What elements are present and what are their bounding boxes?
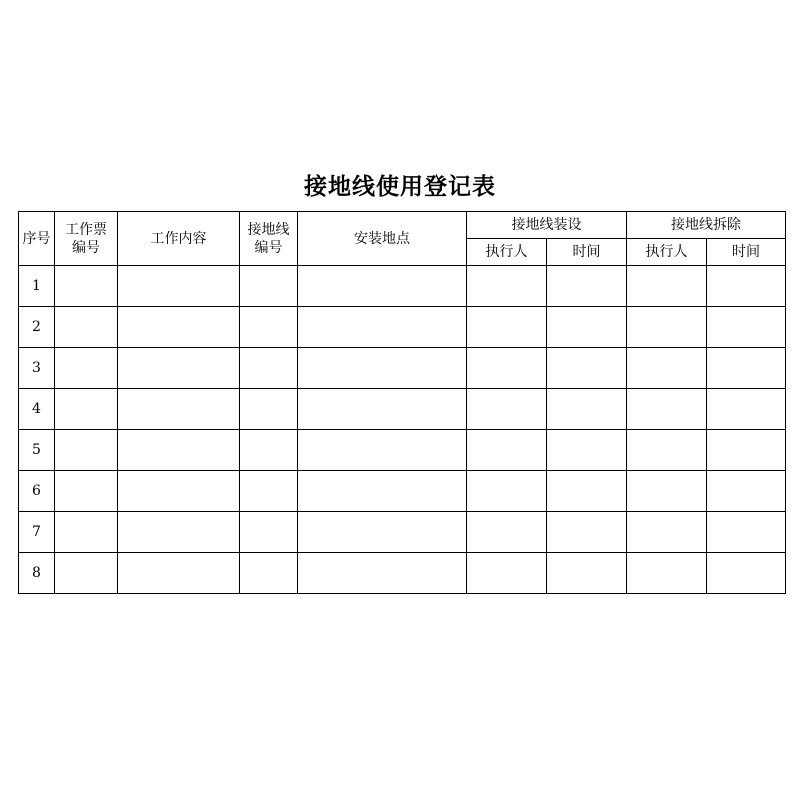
install-location-cell[interactable]: [298, 307, 467, 348]
work-content-cell[interactable]: [118, 471, 240, 512]
ticket-number-cell[interactable]: [55, 389, 118, 430]
install-location-cell[interactable]: [298, 389, 467, 430]
work-content-cell[interactable]: [118, 553, 240, 594]
ticket-number-cell[interactable]: [55, 471, 118, 512]
install-location-cell[interactable]: [298, 430, 467, 471]
ticket-number-cell[interactable]: [55, 512, 118, 553]
install-executor-cell[interactable]: [467, 430, 547, 471]
header-wire-line2: 编号: [254, 239, 283, 256]
remove-time-cell[interactable]: [707, 348, 786, 389]
header-wire-number: [240, 212, 298, 266]
install-time-cell[interactable]: [547, 512, 627, 553]
wire-number-cell[interactable]: [240, 389, 298, 430]
row-index: 1: [19, 266, 55, 307]
remove-time-cell[interactable]: [707, 266, 786, 307]
table-row: [19, 348, 786, 389]
work-content-cell[interactable]: [118, 348, 240, 389]
remove-executor-cell[interactable]: [627, 307, 707, 348]
install-time-cell[interactable]: [547, 348, 627, 389]
work-content-cell[interactable]: [118, 430, 240, 471]
remove-executor-cell[interactable]: [627, 266, 707, 307]
remove-time-cell[interactable]: [707, 307, 786, 348]
work-content-cell[interactable]: [118, 266, 240, 307]
wire-number-cell[interactable]: [240, 430, 298, 471]
wire-number-cell[interactable]: [240, 266, 298, 307]
header-ticket-line2: 编号: [72, 239, 100, 256]
header-seq: 序号: [19, 212, 55, 266]
row-index: 4: [19, 389, 55, 430]
install-time-cell[interactable]: [547, 307, 627, 348]
install-executor-cell[interactable]: [467, 553, 547, 594]
work-content-cell[interactable]: [118, 512, 240, 553]
header-install-time: 时间: [547, 239, 627, 266]
row-index: 2: [19, 307, 55, 348]
header-work-content: 工作内容: [118, 212, 240, 266]
ticket-number-cell[interactable]: [55, 430, 118, 471]
table-row: [19, 430, 786, 471]
wire-number-cell[interactable]: [240, 307, 298, 348]
remove-executor-cell[interactable]: [627, 512, 707, 553]
install-executor-cell[interactable]: [467, 266, 547, 307]
header-remove-group: 接地线拆除: [627, 212, 786, 239]
install-location-cell[interactable]: [298, 512, 467, 553]
install-time-cell[interactable]: [547, 266, 627, 307]
row-index: 6: [19, 471, 55, 512]
table-row: [19, 553, 786, 594]
header-ticket-number: [55, 212, 118, 266]
table-row: [19, 266, 786, 307]
header-ticket-line1: 工作票: [65, 221, 107, 238]
ticket-number-cell[interactable]: [55, 266, 118, 307]
header-remove-executor: 执行人: [627, 239, 707, 266]
work-content-cell[interactable]: [118, 389, 240, 430]
header-row-top: [19, 212, 786, 239]
install-time-cell[interactable]: [547, 553, 627, 594]
remove-executor-cell[interactable]: [627, 471, 707, 512]
remove-executor-cell[interactable]: [627, 553, 707, 594]
remove-executor-cell[interactable]: [627, 348, 707, 389]
install-executor-cell[interactable]: [467, 389, 547, 430]
wire-number-cell[interactable]: [240, 471, 298, 512]
header-install-group: 接地线装设: [467, 212, 627, 239]
table-row: [19, 512, 786, 553]
wire-number-cell[interactable]: [240, 553, 298, 594]
install-location-cell[interactable]: [298, 553, 467, 594]
wire-number-cell[interactable]: [240, 512, 298, 553]
table-row: [19, 471, 786, 512]
remove-time-cell[interactable]: [707, 430, 786, 471]
row-index: 8: [19, 553, 55, 594]
wire-number-cell[interactable]: [240, 348, 298, 389]
ticket-number-cell[interactable]: [55, 348, 118, 389]
install-location-cell[interactable]: [298, 471, 467, 512]
table-row: [19, 307, 786, 348]
header-remove-time: 时间: [707, 239, 786, 266]
ticket-number-cell[interactable]: [55, 553, 118, 594]
grounding-wire-register-table: [18, 211, 786, 594]
install-time-cell[interactable]: [547, 430, 627, 471]
install-time-cell[interactable]: [547, 471, 627, 512]
row-index: 5: [19, 430, 55, 471]
remove-executor-cell[interactable]: [627, 430, 707, 471]
remove-time-cell[interactable]: [707, 553, 786, 594]
ticket-number-cell[interactable]: [55, 307, 118, 348]
header-install-location: 安装地点: [298, 212, 467, 266]
table-row: [19, 389, 786, 430]
install-executor-cell[interactable]: [467, 471, 547, 512]
install-executor-cell[interactable]: [467, 307, 547, 348]
remove-time-cell[interactable]: [707, 471, 786, 512]
work-content-cell[interactable]: [118, 307, 240, 348]
row-index: 3: [19, 348, 55, 389]
remove-time-cell[interactable]: [707, 512, 786, 553]
install-time-cell[interactable]: [547, 389, 627, 430]
header-wire-line1: 接地线: [247, 221, 290, 238]
install-location-cell[interactable]: [298, 266, 467, 307]
install-location-cell[interactable]: [298, 348, 467, 389]
document-title: 接地线使用登记表: [304, 173, 496, 200]
header-install-executor: 执行人: [467, 239, 547, 266]
remove-executor-cell[interactable]: [627, 389, 707, 430]
install-executor-cell[interactable]: [467, 348, 547, 389]
row-index: 7: [19, 512, 55, 553]
install-executor-cell[interactable]: [467, 512, 547, 553]
remove-time-cell[interactable]: [707, 389, 786, 430]
